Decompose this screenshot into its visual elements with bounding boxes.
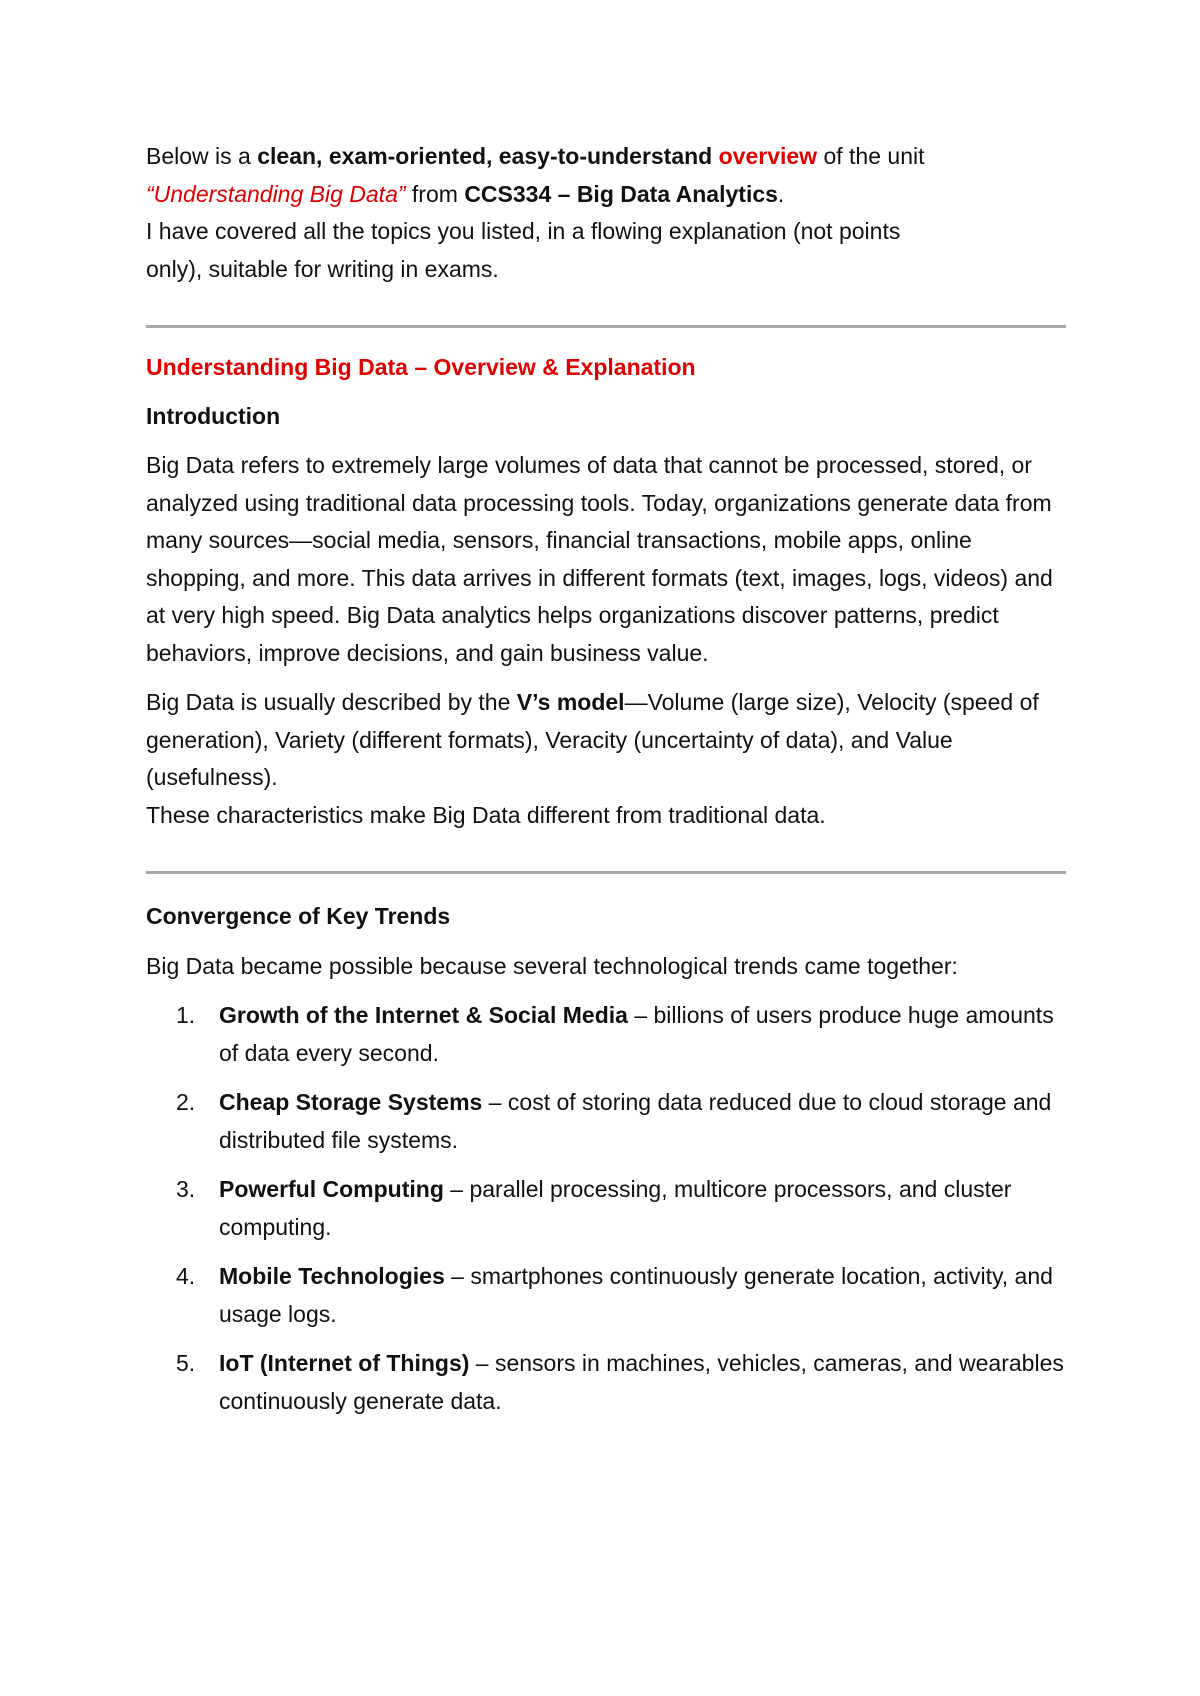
list-desc: – sensors in machines, vehicles, cameras, and wearables continuously generate data. <box>219 1350 1064 1414</box>
from-text: from <box>405 180 465 207</box>
vs-model-desc: —Volume (large size), Velocity (speed of generation), Variety (different formats), Veracity (uncertainty of data), and Value (usefulness). <box>146 689 1039 790</box>
course-name: CCS334 – Big Data Analytics <box>464 180 778 207</box>
list-term: Powerful Computing <box>219 1176 444 1202</box>
intro-line-4: only), suitable for writing in exams. <box>146 255 499 282</box>
period: . <box>777 180 785 207</box>
intro-bold-text: clean, exam-oriented, easy-to-understand <box>257 143 713 169</box>
vs-model-term: V’s model <box>516 689 625 715</box>
list-item <box>146 1345 1066 1420</box>
characteristics-sentence: These characteristics make Big Data different from traditional data. <box>146 801 826 828</box>
list-item <box>146 997 1066 1072</box>
document-page <box>146 138 1066 1420</box>
list-number: 2. <box>176 1089 196 1115</box>
list-term: Cheap Storage Systems <box>219 1089 483 1115</box>
list-term: Mobile Technologies <box>219 1263 445 1289</box>
list-number: 1. <box>176 1002 196 1028</box>
divider-1 <box>146 325 1066 328</box>
introduction-heading: Introduction <box>146 402 281 429</box>
unit-title: “Understanding Big Data” <box>146 180 406 207</box>
trends-list <box>146 997 1066 1420</box>
divider-2 <box>146 871 1066 874</box>
list-desc: – parallel processing, multicore processors, and cluster computing. <box>219 1176 1012 1240</box>
list-number: 3. <box>176 1176 196 1202</box>
intro-overview-word: overview <box>718 143 818 169</box>
list-item <box>146 1258 1066 1333</box>
list-number: 4. <box>176 1263 196 1289</box>
list-desc: – smartphones continuously generate location, activity, and usage logs. <box>219 1263 1053 1327</box>
list-desc: – billions of users produce huge amounts of data every second. <box>219 1002 1054 1066</box>
list-desc: – cost of storing data reduced due to cloud storage and distributed file systems. <box>219 1089 1052 1153</box>
list-term: IoT (Internet of Things) <box>219 1350 470 1376</box>
list-term: Growth of the Internet & Social Media <box>219 1002 628 1028</box>
intro-text: Below is a <box>146 143 258 169</box>
list-item <box>146 1084 1066 1159</box>
vs-model-paragraph <box>146 684 1066 834</box>
intro-paragraph <box>146 138 1066 288</box>
convergence-heading: Convergence of Key Trends <box>146 903 451 929</box>
section-title: Understanding Big Data – Overview & Explanation <box>146 354 696 380</box>
list-item <box>146 1171 1066 1246</box>
vs-model-lead: Big Data is usually described by the <box>146 689 517 715</box>
convergence-lead: Big Data became possible because several technological trends came together: <box>146 952 958 979</box>
list-number: 5. <box>176 1350 196 1376</box>
intro-text-end: of the unit <box>817 143 925 169</box>
introduction-paragraph: Big Data refers to extremely large volumes of data that cannot be processed, stored, or analyzed using traditional data processing tools. Today, organizations generate data from many sources—social media, sensors, financial transactions, mobile apps, online shopping, and more. This data arrives in different formats (text, images, logs, videos) and at very high speed. Big Data analytics helps organizations discover patterns, predict behaviors, improve decisions, and gain business value. <box>146 452 1053 666</box>
intro-line-3: I have covered all the topics you listed, in a flowing explanation (not points <box>146 218 901 244</box>
